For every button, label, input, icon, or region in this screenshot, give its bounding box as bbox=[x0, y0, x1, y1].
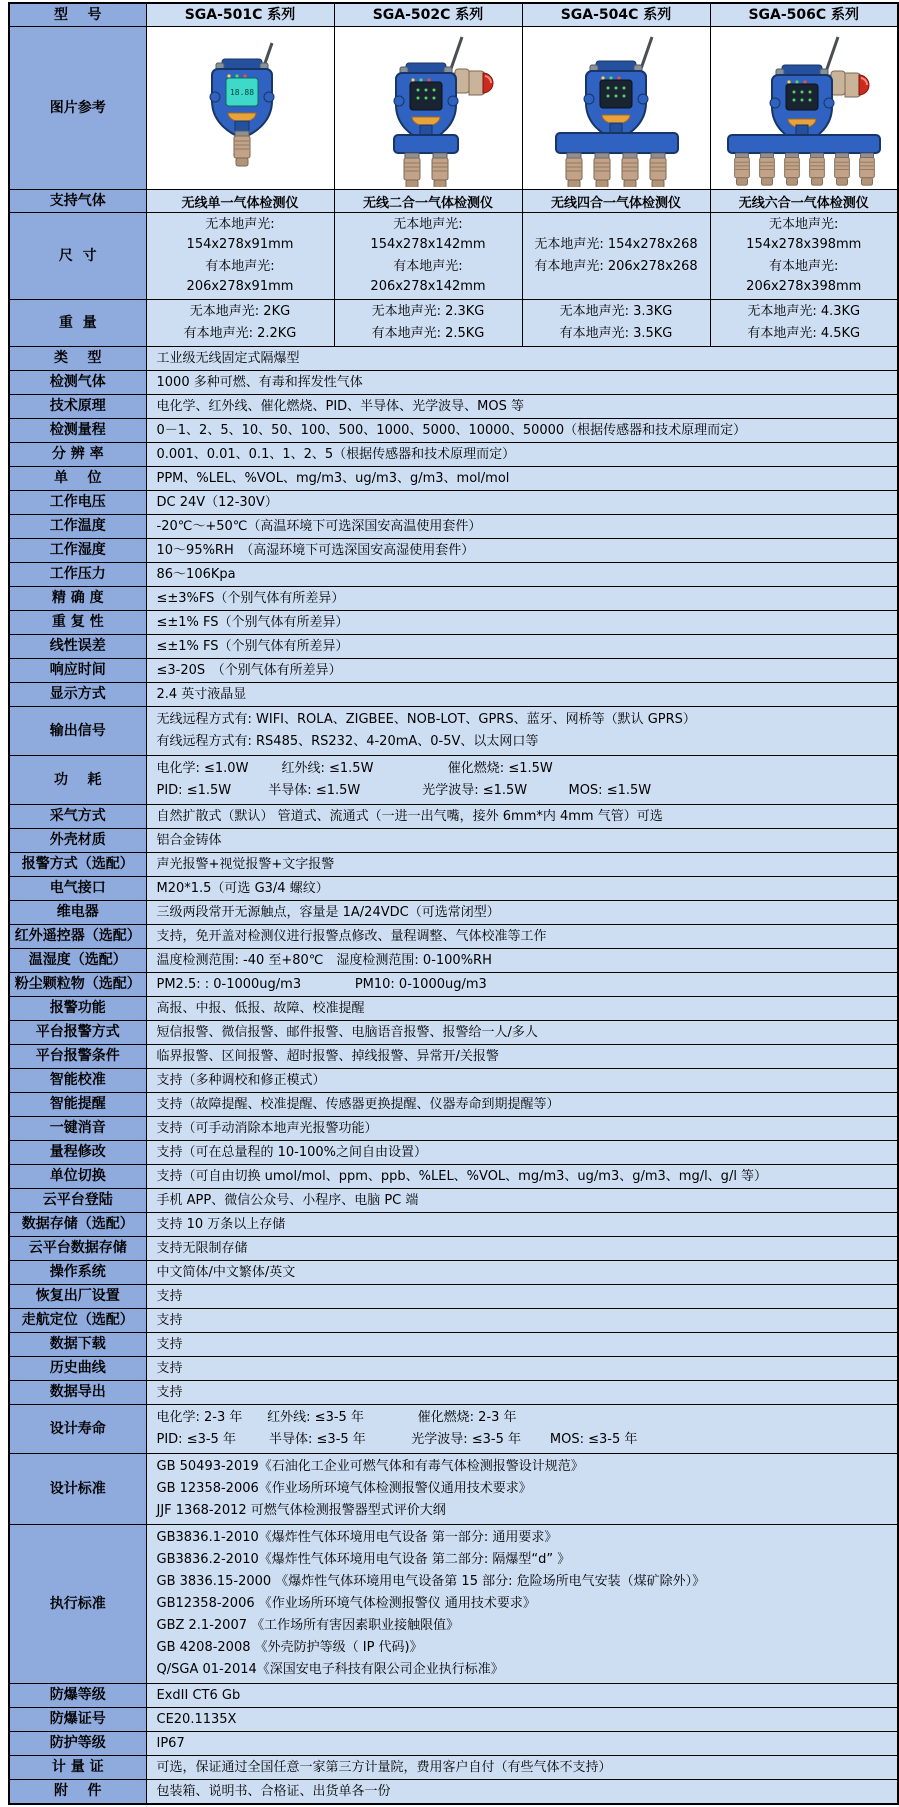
table-row bbox=[9, 925, 898, 949]
table-row bbox=[9, 1117, 898, 1141]
spec-row-label: 工作温度 bbox=[9, 515, 146, 539]
spec-row-label: 走航定位（选配） bbox=[9, 1309, 146, 1333]
spec-row-value bbox=[146, 925, 898, 949]
spec-row-value bbox=[146, 1708, 898, 1732]
model-header-label: 型 号 bbox=[9, 3, 146, 27]
spec-value-line: 短信报警、微信报警、邮件报警、电脑语音报警、报警给一人/多人 bbox=[156, 1025, 538, 1040]
spec-row-label: 历史曲线 bbox=[9, 1357, 146, 1381]
spec-row-label: 工作电压 bbox=[9, 491, 146, 515]
spec-value-line: PPM、%LEL、%VOL、mg/m3、ug/m3、g/m3、mol/mol bbox=[156, 471, 510, 486]
spec-value-line: 无线远程方式有: WIFI、ROLA、ZIGBEE、NOB-LOT、GPRS、蓝牙、网桥等（默认 GPRS） bbox=[156, 712, 696, 727]
table-row bbox=[9, 1189, 898, 1213]
spec-row-value bbox=[146, 1189, 898, 1213]
size-value bbox=[334, 213, 522, 300]
weight-value bbox=[522, 300, 710, 347]
spec-row-label: 采气方式 bbox=[9, 805, 146, 829]
spec-row-label: 精 确 度 bbox=[9, 587, 146, 611]
spec-row-label: 线性误差 bbox=[9, 635, 146, 659]
spec-row-value bbox=[146, 1093, 898, 1117]
spec-value-line: GB3836.2-2010《爆炸性气体环境用电气设备 第二部分: 隔爆型“d” 》 bbox=[156, 1552, 571, 1567]
spec-value-line: 支持 10 万条以上存储 bbox=[156, 1217, 286, 1232]
spec-value-line: PID: ≤3-5 年 半导体: ≤3-5 年 光学波导: ≤3-5 年 MOS: ≤3-5 年 bbox=[156, 1432, 638, 1447]
spec-row-value bbox=[146, 901, 898, 925]
table-row bbox=[9, 1165, 898, 1189]
spec-row-value bbox=[146, 1213, 898, 1237]
spec-value-line: GB 50493-2019《石油化工企业可燃气体和有毒气体检测报警设计规范》 bbox=[156, 1459, 584, 1474]
spec-row-label: 设计标准 bbox=[9, 1454, 146, 1525]
table-row bbox=[9, 973, 898, 997]
spec-value-line: 支持（多种调校和修正模式） bbox=[156, 1073, 326, 1088]
spec-row-value bbox=[146, 949, 898, 973]
spec-value-line: 支持，免开盖对检测仪进行报警点修改、量程调整、气体校准等工作 bbox=[156, 929, 547, 944]
spec-value-line: 支持（可在总量程的 10-100%之间自由设置） bbox=[156, 1145, 428, 1160]
spec-row-value bbox=[146, 1333, 898, 1357]
weight-line: 无本地声光: 4.3KG bbox=[747, 304, 861, 319]
spec-row-value bbox=[146, 997, 898, 1021]
spec-value-line: 铝合金铸体 bbox=[156, 833, 222, 848]
table-row bbox=[9, 1213, 898, 1237]
table-row bbox=[9, 997, 898, 1021]
weight-line: 有本地声光: 2.5KG bbox=[371, 326, 485, 341]
spec-value-line: ExdII CT6 Gb bbox=[156, 1688, 241, 1703]
spec-row-label: 单 位 bbox=[9, 467, 146, 491]
spec-row-label: 重 复 性 bbox=[9, 611, 146, 635]
table-row bbox=[9, 829, 898, 853]
table-row bbox=[9, 1309, 898, 1333]
spec-row-value bbox=[146, 635, 898, 659]
table-row bbox=[9, 756, 898, 805]
spec-row-label: 响应时间 bbox=[9, 659, 146, 683]
spec-row-value bbox=[146, 756, 898, 805]
spec-value-line: 电化学: ≤1.0W 红外线: ≤1.5W 催化燃烧: ≤1.5W bbox=[156, 761, 553, 776]
spec-row-label: 工作湿度 bbox=[9, 539, 146, 563]
spec-value-line: 临界报警、区间报警、超时报警、掉线报警、异常开/关报警 bbox=[156, 1049, 499, 1064]
spec-row-value bbox=[146, 419, 898, 443]
size-value bbox=[710, 213, 898, 300]
table-row bbox=[9, 683, 898, 707]
spec-row-label: 执行标准 bbox=[9, 1525, 146, 1684]
table-row bbox=[9, 949, 898, 973]
device-image-sga-501c-icon bbox=[150, 29, 330, 187]
table-row bbox=[9, 611, 898, 635]
spec-row-label: 数据下载 bbox=[9, 1333, 146, 1357]
spec-value-line: 包装箱、说明书、合格证、出货单各一份 bbox=[156, 1784, 391, 1799]
spec-value-line: PID: ≤1.5W 半导体: ≤1.5W 光学波导: ≤1.5W MOS: ≤1.5W bbox=[156, 783, 652, 798]
spec-row-label: 智能提醒 bbox=[9, 1093, 146, 1117]
table-row bbox=[9, 563, 898, 587]
weight-line: 有本地声光: 2.2KG bbox=[183, 326, 297, 341]
spec-row-value bbox=[146, 973, 898, 997]
spec-value-line: 电化学、红外线、催化燃烧、PID、半导体、光学波导、MOS 等 bbox=[156, 399, 525, 414]
spec-row-value bbox=[146, 707, 898, 756]
spec-value-line: 支持无限制存储 bbox=[156, 1241, 248, 1256]
spec-row-value bbox=[146, 1237, 898, 1261]
table-row bbox=[9, 877, 898, 901]
spec-row-value bbox=[146, 1405, 898, 1454]
spec-row-label: 功 耗 bbox=[9, 756, 146, 805]
table-row bbox=[9, 1021, 898, 1045]
spec-row-value bbox=[146, 587, 898, 611]
spec-value-line: 电化学: 2-3 年 红外线: ≤3-5 年 催化燃烧: 2-3 年 bbox=[156, 1410, 517, 1425]
support-value: 无线二合一气体检测仪 bbox=[334, 190, 522, 213]
table-row bbox=[9, 1333, 898, 1357]
spec-value-line: IP67 bbox=[156, 1736, 185, 1751]
spec-value-line: 声光报警+视觉报警+文字报警 bbox=[156, 857, 335, 872]
spec-row-label: 智能校准 bbox=[9, 1069, 146, 1093]
weight-line: 无本地声光: 3.3KG bbox=[559, 304, 673, 319]
table-row bbox=[9, 1708, 898, 1732]
spec-value-line: 支持 bbox=[156, 1361, 183, 1376]
table-row bbox=[9, 491, 898, 515]
weight-value bbox=[334, 300, 522, 347]
table-row bbox=[9, 635, 898, 659]
spec-row-value bbox=[146, 1732, 898, 1756]
spec-row-value bbox=[146, 563, 898, 587]
spec-value-line: 支持 bbox=[156, 1289, 183, 1304]
size-line: 无本地声光: 154x278x398mm bbox=[746, 217, 862, 252]
size-line: 有本地声光: 206x278x142mm bbox=[370, 259, 486, 294]
spec-row-label: 单位切换 bbox=[9, 1165, 146, 1189]
table-row bbox=[9, 1237, 898, 1261]
spec-row-label: 数据导出 bbox=[9, 1381, 146, 1405]
table-row-dimensions bbox=[9, 213, 898, 300]
spec-row-value bbox=[146, 1021, 898, 1045]
size-row-label: 尺 寸 bbox=[9, 213, 146, 300]
size-value bbox=[146, 213, 334, 300]
weight-row-label: 重 量 bbox=[9, 300, 146, 347]
spec-row-label: 云平台数据存储 bbox=[9, 1237, 146, 1261]
image-cell-sga-506c bbox=[710, 27, 898, 190]
spec-value-line: 10～95%RH （高湿环境下可选深国安高湿使用套件） bbox=[156, 543, 475, 558]
spec-row-value bbox=[146, 1684, 898, 1708]
device-image-sga-506c-icon bbox=[712, 29, 896, 187]
spec-row-value bbox=[146, 1045, 898, 1069]
spec-value-line: GB12358-2006 《作业场所环境气体检测报警仪 通用技术要求》 bbox=[156, 1596, 536, 1611]
spec-row-label: 技术原理 bbox=[9, 395, 146, 419]
table-row bbox=[9, 901, 898, 925]
spec-row-label: 红外遥控器（选配） bbox=[9, 925, 146, 949]
spec-row-value bbox=[146, 1309, 898, 1333]
model-name-sga-506c: SGA-506C 系列 bbox=[710, 3, 898, 27]
spec-value-line: 有线远程方式有: RS485、RS232、4-20mA、0-5V、以太网口等 bbox=[156, 734, 539, 749]
spec-row-label: 显示方式 bbox=[9, 683, 146, 707]
spec-row-value bbox=[146, 347, 898, 371]
spec-value-line: 支持 bbox=[156, 1385, 183, 1400]
spec-value-line: 手机 APP、微信公众号、小程序、电脑 PC 端 bbox=[156, 1193, 419, 1208]
device-image-sga-502c-icon bbox=[338, 29, 518, 187]
table-row bbox=[9, 395, 898, 419]
spec-row-label: 粉尘颗粒物（选配） bbox=[9, 973, 146, 997]
table-row bbox=[9, 1261, 898, 1285]
table-row-supported-gas bbox=[9, 190, 898, 213]
table-row bbox=[9, 443, 898, 467]
spec-value-line: 工业级无线固定式隔爆型 bbox=[156, 351, 300, 366]
spec-value-line: 支持 bbox=[156, 1337, 183, 1352]
size-line: 有本地声光: 206x278x91mm bbox=[186, 259, 294, 294]
device-image-sga-504c-icon bbox=[526, 29, 706, 187]
table-row bbox=[9, 853, 898, 877]
spec-value-line: 自然扩散式（默认） 管道式、流通式（一进一出气嘴，接外 6mm*内 4mm 气管）可选 bbox=[156, 809, 663, 824]
spec-row-value bbox=[146, 443, 898, 467]
spec-row-value bbox=[146, 1780, 898, 1805]
spec-row-value bbox=[146, 1454, 898, 1525]
table-row bbox=[9, 515, 898, 539]
spec-row-label: 防护等级 bbox=[9, 1732, 146, 1756]
weight-line: 无本地声光: 2.3KG bbox=[371, 304, 485, 319]
spec-row-value bbox=[146, 395, 898, 419]
spec-value-line: 三级两段常开无源触点，容量是 1A/24VDC（可选常闭型） bbox=[156, 905, 500, 920]
spec-value-line: PM2.5: : 0-1000ug/m3 PM10: 0-1000ug/m3 bbox=[156, 977, 487, 992]
table-row bbox=[9, 467, 898, 491]
table-row bbox=[9, 539, 898, 563]
table-row bbox=[9, 707, 898, 756]
spec-row-label: 云平台登陆 bbox=[9, 1189, 146, 1213]
spec-row-value bbox=[146, 683, 898, 707]
table-row bbox=[9, 1093, 898, 1117]
spec-row-label: 温湿度（选配） bbox=[9, 949, 146, 973]
spec-row-value bbox=[146, 877, 898, 901]
spec-value-line: 86～106Kpa bbox=[156, 567, 236, 582]
image-cell-sga-502c bbox=[334, 27, 522, 190]
spec-row-value bbox=[146, 1381, 898, 1405]
spec-value-line: 0－1、2、5、10、50、100、500、1000、5000、10000、50000（根据传感器和技术原理而定） bbox=[156, 423, 747, 438]
model-name-sga-502c: SGA-502C 系列 bbox=[334, 3, 522, 27]
spec-value-line: 中文简体/中文繁体/英文 bbox=[156, 1265, 296, 1280]
spec-row-value bbox=[146, 539, 898, 563]
spec-row-label: 一键消音 bbox=[9, 1117, 146, 1141]
spec-value-line: ≤±1% FS（个别气体有所差异） bbox=[156, 615, 349, 630]
spec-row-label: 电气接口 bbox=[9, 877, 146, 901]
spec-row-label: 工作压力 bbox=[9, 563, 146, 587]
spec-row-label: 报警功能 bbox=[9, 997, 146, 1021]
spec-row-value bbox=[146, 1069, 898, 1093]
table-row bbox=[9, 1684, 898, 1708]
table-row bbox=[9, 659, 898, 683]
spec-value-line: GB3836.1-2010《爆炸性气体环境用电气设备 第一部分: 通用要求》 bbox=[156, 1530, 558, 1545]
spec-value-line: 支持（可手动消除本地声光报警功能） bbox=[156, 1121, 378, 1136]
table-row bbox=[9, 1454, 898, 1525]
spec-value-line: 2.4 英寸液晶显 bbox=[156, 687, 247, 702]
spec-row-value bbox=[146, 611, 898, 635]
table-row bbox=[9, 587, 898, 611]
spec-row-label: 分 辨 率 bbox=[9, 443, 146, 467]
spec-row-value bbox=[146, 1165, 898, 1189]
spec-row-label: 计 量 证 bbox=[9, 1756, 146, 1780]
spec-row-label: 维电器 bbox=[9, 901, 146, 925]
support-value: 无线四合一气体检测仪 bbox=[522, 190, 710, 213]
spec-value-line: -20℃～+50℃（高温环境下可选深国安高温使用套件） bbox=[156, 519, 482, 534]
size-line: 有本地声光: 206x278x268 bbox=[534, 259, 698, 274]
model-name-sga-501c: SGA-501C 系列 bbox=[146, 3, 334, 27]
spec-row-label: 防爆等级 bbox=[9, 1684, 146, 1708]
support-value: 无线单一气体检测仪 bbox=[146, 190, 334, 213]
spec-row-value bbox=[146, 1285, 898, 1309]
spec-value-line: Q/SGA 01-2014《深国安电子科技有限公司企业执行标准》 bbox=[156, 1662, 504, 1677]
spec-row-label: 设计寿命 bbox=[9, 1405, 146, 1454]
spec-value-line: 支持（故障提醒、校准提醒、传感器更换提醒、仪器寿命到期提醒等） bbox=[156, 1097, 560, 1112]
spec-row-label: 防爆证号 bbox=[9, 1708, 146, 1732]
weight-value bbox=[146, 300, 334, 347]
spec-value-line: JJF 1368-2012 可燃气体检测报警器型式评价大纲 bbox=[156, 1503, 446, 1518]
spec-value-line: 可选，保证通过全国任意一家第三方计量院，费用客户自付（有些气体不支持） bbox=[156, 1760, 612, 1775]
spec-row-value bbox=[146, 1357, 898, 1381]
spec-row-label: 检测量程 bbox=[9, 419, 146, 443]
table-row bbox=[9, 419, 898, 443]
image-row-label: 图片参考 bbox=[9, 27, 146, 190]
spec-value-line: 高报、中报、低报、故障、校准提醒 bbox=[156, 1001, 365, 1016]
table-row bbox=[9, 371, 898, 395]
spec-value-line: CE20.1135X bbox=[156, 1712, 237, 1727]
spec-row-label: 附 件 bbox=[9, 1780, 146, 1805]
spec-sheet-page bbox=[0, 2, 899, 1805]
spec-row-value bbox=[146, 829, 898, 853]
spec-row-value bbox=[146, 853, 898, 877]
spec-row-label: 报警方式（选配） bbox=[9, 853, 146, 877]
spec-row-label: 输出信号 bbox=[9, 707, 146, 756]
spec-value-line: GBZ 2.1-2007 《工作场所有害因素职业接触限值》 bbox=[156, 1618, 460, 1633]
support-value: 无线六合一气体检测仪 bbox=[710, 190, 898, 213]
spec-row-label: 检测气体 bbox=[9, 371, 146, 395]
table-row bbox=[9, 1756, 898, 1780]
spec-value-line: 0.001、0.01、0.1、1、2、5（根据传感器和技术原理而定） bbox=[156, 447, 516, 462]
spec-row-value bbox=[146, 515, 898, 539]
weight-line: 无本地声光: 2KG bbox=[189, 304, 291, 319]
size-line: 有本地声光: 206x278x398mm bbox=[746, 259, 862, 294]
spec-value-line: DC 24V（12-30V） bbox=[156, 495, 278, 510]
image-cell-sga-504c bbox=[522, 27, 710, 190]
spec-row-label: 类 型 bbox=[9, 347, 146, 371]
spec-row-label: 操作系统 bbox=[9, 1261, 146, 1285]
table-row-weight bbox=[9, 300, 898, 347]
table-row bbox=[9, 1525, 898, 1684]
table-row bbox=[9, 805, 898, 829]
table-row bbox=[9, 1405, 898, 1454]
size-line: 无本地声光: 154x278x91mm bbox=[186, 217, 294, 252]
spec-value-line: M20*1.5（可选 G3/4 螺纹） bbox=[156, 881, 329, 896]
spec-row-value bbox=[146, 467, 898, 491]
spec-value-line: 支持（可自由切换 umol/mol、ppm、ppb、%LEL、%VOL、mg/m3、ug/m3、g/m3、mg/l、g/l 等） bbox=[156, 1169, 768, 1184]
image-cell-sga-501c bbox=[146, 27, 334, 190]
table-row bbox=[9, 1285, 898, 1309]
weight-line: 有本地声光: 4.5KG bbox=[747, 326, 861, 341]
spec-value-line: ≤±1% FS（个别气体有所差异） bbox=[156, 639, 349, 654]
spec-row-value bbox=[146, 659, 898, 683]
table-row bbox=[9, 1732, 898, 1756]
spec-row-value bbox=[146, 1756, 898, 1780]
spec-value-line: ≤±3%FS（个别气体有所差异） bbox=[156, 591, 345, 606]
table-row bbox=[9, 1141, 898, 1165]
size-line: 无本地声光: 154x278x142mm bbox=[370, 217, 486, 252]
spec-row-label: 恢复出厂设置 bbox=[9, 1285, 146, 1309]
weight-value bbox=[710, 300, 898, 347]
spec-value-line: 1000 多种可燃、有毒和挥发性气体 bbox=[156, 375, 363, 390]
table-row bbox=[9, 1069, 898, 1093]
spec-row-value bbox=[146, 1525, 898, 1684]
table-row bbox=[9, 1357, 898, 1381]
spec-value-line: 温度检测范围: -40 至+80℃ 湿度检测范围: 0-100%RH bbox=[156, 953, 492, 968]
table-row bbox=[9, 1381, 898, 1405]
spec-row-value bbox=[146, 371, 898, 395]
spec-row-label: 数据存储（选配） bbox=[9, 1213, 146, 1237]
size-value bbox=[522, 213, 710, 300]
weight-line: 有本地声光: 3.5KG bbox=[559, 326, 673, 341]
model-name-sga-504c: SGA-504C 系列 bbox=[522, 3, 710, 27]
spec-value-line: GB 12358-2006《作业场所环境气体检测报警仪通用技术要求》 bbox=[156, 1481, 532, 1496]
spec-row-value bbox=[146, 805, 898, 829]
spec-row-value bbox=[146, 1261, 898, 1285]
spec-row-label: 平台报警方式 bbox=[9, 1021, 146, 1045]
spec-row-label: 外壳材质 bbox=[9, 829, 146, 853]
spec-value-line: GB 4208-2008 《外壳防护等级（ IP 代码)》 bbox=[156, 1640, 423, 1655]
spec-row-value bbox=[146, 491, 898, 515]
table-row-model-header bbox=[9, 3, 898, 27]
size-line: 无本地声光: 154x278x268 bbox=[534, 237, 698, 252]
support-row-label: 支持气体 bbox=[9, 190, 146, 213]
table-row bbox=[9, 347, 898, 371]
spec-row-label: 平台报警条件 bbox=[9, 1045, 146, 1069]
table-row-images bbox=[9, 27, 898, 190]
table-row bbox=[9, 1780, 898, 1805]
spec-row-value bbox=[146, 1141, 898, 1165]
spec-value-line: GB 3836.15-2000 《爆炸性气体环境用电气设备第 15 部分: 危险场所电气安装（煤矿除外）》 bbox=[156, 1574, 706, 1589]
spec-row-label: 量程修改 bbox=[9, 1141, 146, 1165]
table-row bbox=[9, 1045, 898, 1069]
product-spec-table bbox=[8, 2, 899, 1805]
svg-text:18.88: 18.88 bbox=[229, 88, 255, 97]
spec-row-value bbox=[146, 1117, 898, 1141]
spec-value-line: 支持 bbox=[156, 1313, 183, 1328]
spec-value-line: ≤3-20S （个别气体有所差异） bbox=[156, 663, 342, 678]
